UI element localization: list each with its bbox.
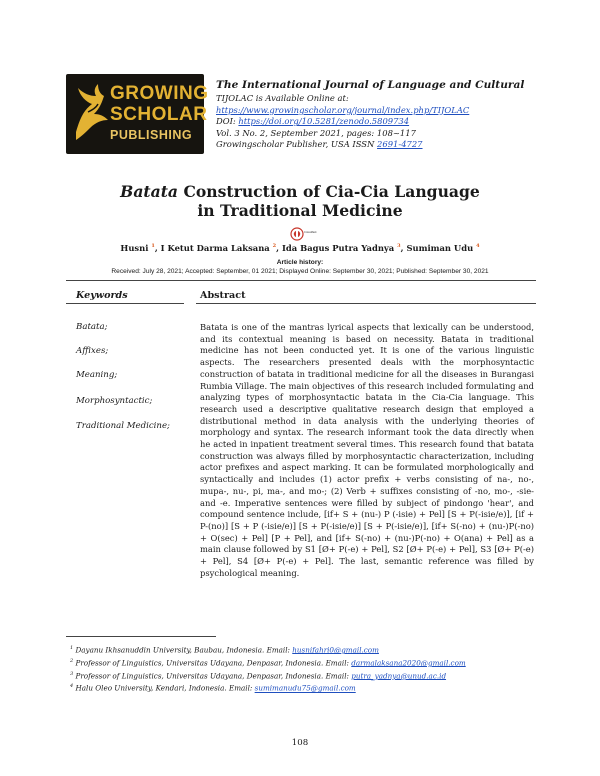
abstract-body: Batata is one of the mantras lyrical aspects that lexically can be understood, and its contextual meaning is based on necessity. Batata in traditional medicine has not been conducted yet. It is one of the various linguistic aspects. The researchers presented deals with the morphosyntactic construction of batata in traditional medicine for all the diseases in Burangasi Rumbia Village. The main objectives of this research included formulating and analyzing types of morphosyntactic batata in the Cia-Cia language. This research used a descriptive qualitative research design that employed a distributional method in data analysis with the underlying theories of morphology and syntax. The research informant took the data directly when he acted in inpatient treatment several times. This research found that batata construction was always filled by morphosyntactic characterization, including actor prefixes and aspect marking. It can be formulated morphologically and syntactically and includes (1) actor prefix + verbs consisting of na-, no-, mupa-, nu-, pi, ma-, and mo-; (2) Verb + suffixes consisting of -no, mo-, -sie- and -e. Imperative sentences were filled by subject of pindongo 'hear', and compound sentence include, [if+ S + (nu-) P (-isie) + Pel] [S + P(-isie/e)], [if + P-(no)] [S + P (-isie/e)] [S + P(-isie/e)] [S + P(-isie/e)], [if+ S(-no) + (nu-)P(-no) + O(sec) + Pel] [P + Pel], and [if+ S(-no) + (nu-)P(-no) + O(ana) + Pel] as a main clause followed by S1 [Ø+ P(-e) + Pel], S2 [Ø+ P(-e) + Pel], S3 [Ø+ P(-e) + Pel], S4 [Ø+ P(-e) + Pel]. The last, semantic reference was filled by psychological meaning. (200, 322, 534, 578)
article-title-line2: in Traditional Medicine (197, 200, 403, 220)
author-1-sup: 1 (151, 243, 155, 250)
article-history (20, 258, 580, 277)
journal-title: The International Journal of Language and Cultural (216, 79, 525, 91)
volume-line: Vol. 3 No. 2, September 2021, pages: 108~117 (216, 127, 416, 138)
author-4: Sumiman Udu (406, 243, 474, 253)
keyword-1: Batata; (76, 322, 108, 332)
footnote-1-sup: 1 (70, 645, 74, 651)
publisher-prefix: Growingscholar Publisher, USA ISSN (216, 139, 375, 150)
footnotes (70, 643, 550, 694)
footnote-2-text: Professor of Linguistics, Universitas Udayana, Denpasar, Indonesia. Email: (75, 658, 349, 668)
author-3-sup: 3 (397, 243, 401, 250)
logo-line-2: SCHOLAR (110, 104, 208, 125)
divider-keywords (66, 303, 184, 304)
footnote-4 (70, 681, 550, 694)
keyword-4: Morphosyntactic; (76, 396, 153, 406)
article-title-italic: Batata (120, 182, 179, 201)
author-2: I Ketut Darma Laksana (160, 243, 270, 253)
footnote-divider (66, 636, 216, 637)
phoenix-logo-icon (70, 82, 110, 142)
availability-line (216, 93, 546, 105)
crossmark-label: CrossMark (304, 230, 317, 234)
author-2-sup: 2 (272, 243, 277, 250)
divider-abstract (196, 303, 536, 304)
history-heading: Article history: (276, 259, 324, 266)
author-3: Ida Bagus Putra Yadnya (282, 243, 395, 253)
keyword-3: Meaning; (76, 370, 118, 380)
footnote-4-sup: 4 (70, 683, 74, 690)
page-number: 108 (291, 738, 309, 748)
logo-line-1: GROWING (110, 83, 209, 104)
journal-url-link[interactable]: https://www.growingscholar.org/journal/index.php/TIJOLAC (216, 104, 470, 115)
doi-link[interactable]: https://doi.org/10.5281/zenodo.5809734 (238, 116, 410, 127)
footnote-4-email[interactable]: sumimanudu75@gmail.com (254, 683, 356, 693)
article-title-line1: Construction of Cia-Cia Language (178, 182, 480, 201)
publisher-logo (66, 74, 209, 154)
doi-line (216, 116, 546, 128)
journal-info (216, 78, 546, 151)
footnote-3 (70, 669, 550, 682)
author-4-sup: 4 (476, 243, 480, 250)
footnote-1-email[interactable]: husnifahri0@gmail.com (292, 645, 379, 655)
article-title (60, 183, 540, 220)
issn-link[interactable]: 2691-4727 (377, 139, 423, 150)
footnote-3-email[interactable]: putra_yadnya@unud.ac.id (351, 670, 447, 680)
logo-line-3: PUBLISHING (110, 128, 193, 142)
divider-top (66, 280, 536, 281)
keyword-2: Affixes; (76, 346, 109, 356)
footnote-2 (70, 656, 550, 669)
footnote-2-email[interactable]: darmalaksana2020@gmail.com (351, 658, 466, 668)
author-list: Husni $^1$, I Ketut Darma Laksana $^2$, Ida Bagus Putra Yadnya $^3$, Sumiman Udu $^4$ (120, 243, 480, 253)
author-1: Husni (120, 243, 149, 253)
keyword-5: Traditional Medicine; (76, 421, 170, 431)
crossmark-icon[interactable] (290, 227, 317, 241)
footnote-3-sup: 3 (70, 670, 74, 677)
footnote-1 (70, 643, 550, 656)
footnote-2-sup: 2 (70, 657, 74, 664)
keywords-heading: Keywords (76, 290, 128, 301)
availability-prefix: TIJOLAC is Available Online at: (216, 93, 349, 103)
doi-prefix: DOI: (216, 116, 236, 127)
publisher-line (216, 139, 546, 151)
footnote-3-text: Professor of Linguistics, Universitas Udayana, Denpasar, Indonesia. Email: (75, 670, 349, 680)
footnote-1-text: Dayanu Ikhsanuddin University, Baubau, Indonesia. Email: (75, 645, 290, 655)
abstract-heading: Abstract (200, 290, 246, 301)
footnote-4-text: Halu Oleo University, Kendari, Indonesia. Email: (75, 683, 253, 693)
history-dates: Received: July 28, 2021; Accepted: September, 01 2021; Displayed Online: September 30, 2021; Published: September 30, 2021 (111, 268, 489, 276)
